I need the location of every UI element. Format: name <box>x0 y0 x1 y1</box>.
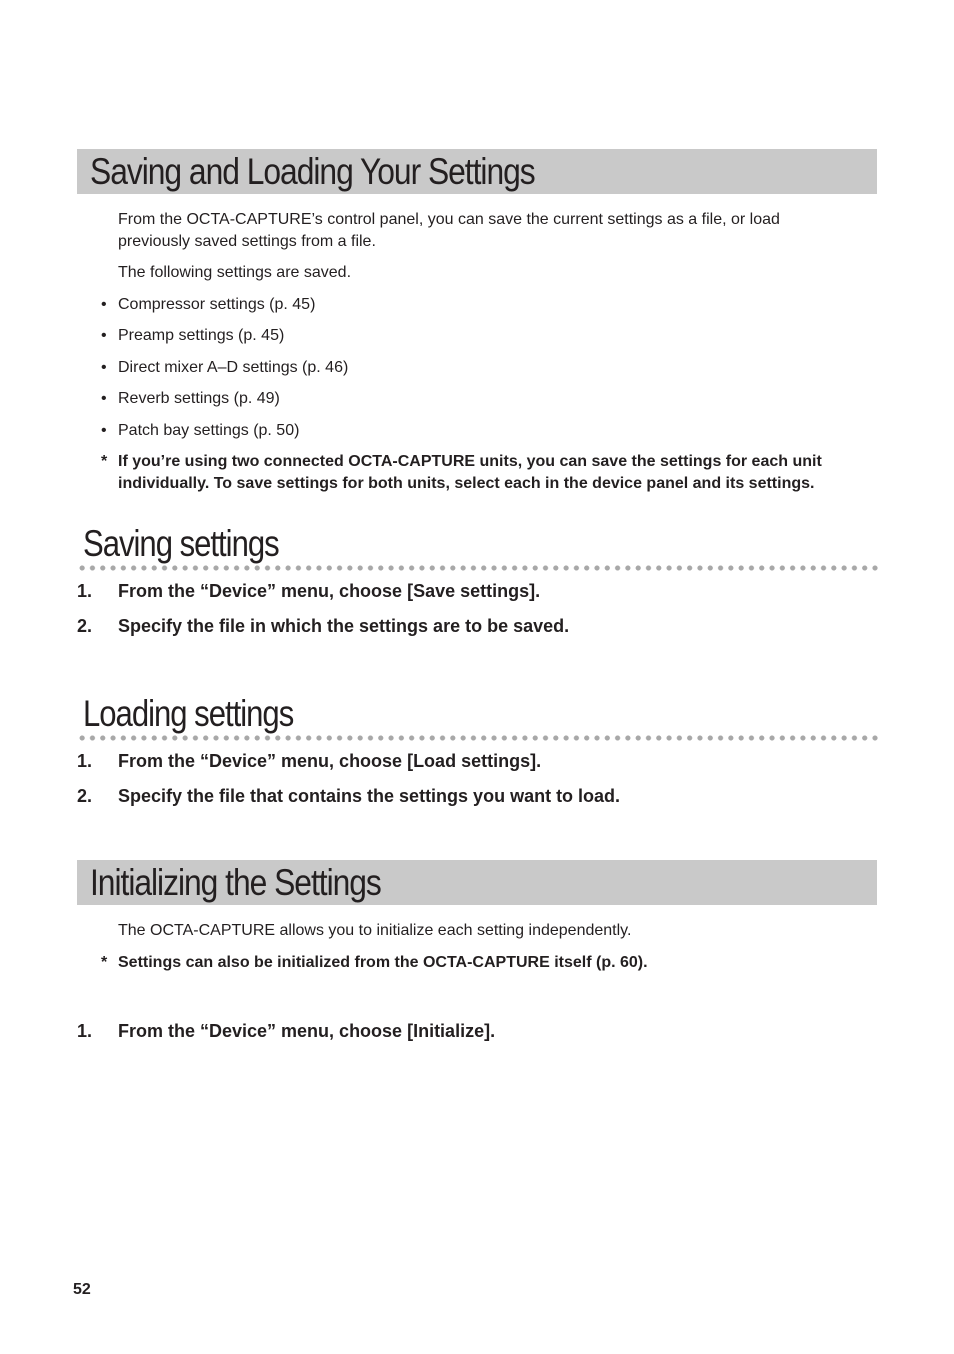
list-item-text: Patch bay settings (p. 50) <box>118 422 300 439</box>
bullet-icon: • <box>101 296 107 313</box>
subsection-title: Saving settings <box>83 523 279 564</box>
subsection-title: Loading settings <box>83 693 294 734</box>
step-number: 2. <box>77 786 93 806</box>
step-number: 1. <box>77 751 93 771</box>
intro-text-line1: From the OCTA-CAPTURE’s control panel, you can save the current settings as a file, or load <box>118 211 780 228</box>
dotted-divider <box>77 735 880 741</box>
list-item-text: Preamp settings (p. 45) <box>118 327 285 344</box>
bullet-icon: • <box>101 390 107 407</box>
step-text: Specify the file in which the settings are to be saved. <box>118 616 570 636</box>
step-number: 1. <box>77 1021 93 1041</box>
bullet-icon: • <box>101 327 107 344</box>
section-title: Initializing the Settings <box>90 862 381 903</box>
bullet-icon: • <box>101 359 107 376</box>
note-text-line1: If you’re using two connected OCTA-CAPTURE units, you can save the settings for each unit <box>118 453 822 470</box>
intro-text: The OCTA-CAPTURE allows you to initialize each setting independently. <box>118 922 632 939</box>
list-item-text: Direct mixer A–D settings (p. 46) <box>118 359 349 376</box>
step-number: 2. <box>77 616 93 636</box>
bullet-icon: • <box>101 422 107 439</box>
asterisk-icon: * <box>101 453 108 470</box>
step-text: From the “Device” menu, choose [Initialize]. <box>118 1021 496 1041</box>
step-text: Specify the file that contains the settings you want to load. <box>118 786 621 806</box>
section-header-band <box>77 860 877 905</box>
asterisk-icon: * <box>101 954 108 971</box>
section-header-band <box>77 149 877 194</box>
note-text: Settings can also be initialized from the OCTA-CAPTURE itself (p. 60). <box>118 954 648 971</box>
list-item-text: Reverb settings (p. 49) <box>118 390 280 407</box>
intro-text-line2: previously saved settings from a file. <box>118 233 376 250</box>
saved-lead-text: The following settings are saved. <box>118 264 352 281</box>
step-text: From the “Device” menu, choose [Save settings]. <box>118 581 541 601</box>
step-text: From the “Device” menu, choose [Load settings]. <box>118 751 542 771</box>
list-item-text: Compressor settings (p. 45) <box>118 296 316 313</box>
dotted-divider <box>77 565 880 571</box>
step-number: 1. <box>77 581 93 601</box>
page-number: 52 <box>73 1281 91 1298</box>
section-title: Saving and Loading Your Settings <box>90 151 535 192</box>
note-text-line2: individually. To save settings for both units, select each in the device panel and its settings. <box>118 475 815 492</box>
